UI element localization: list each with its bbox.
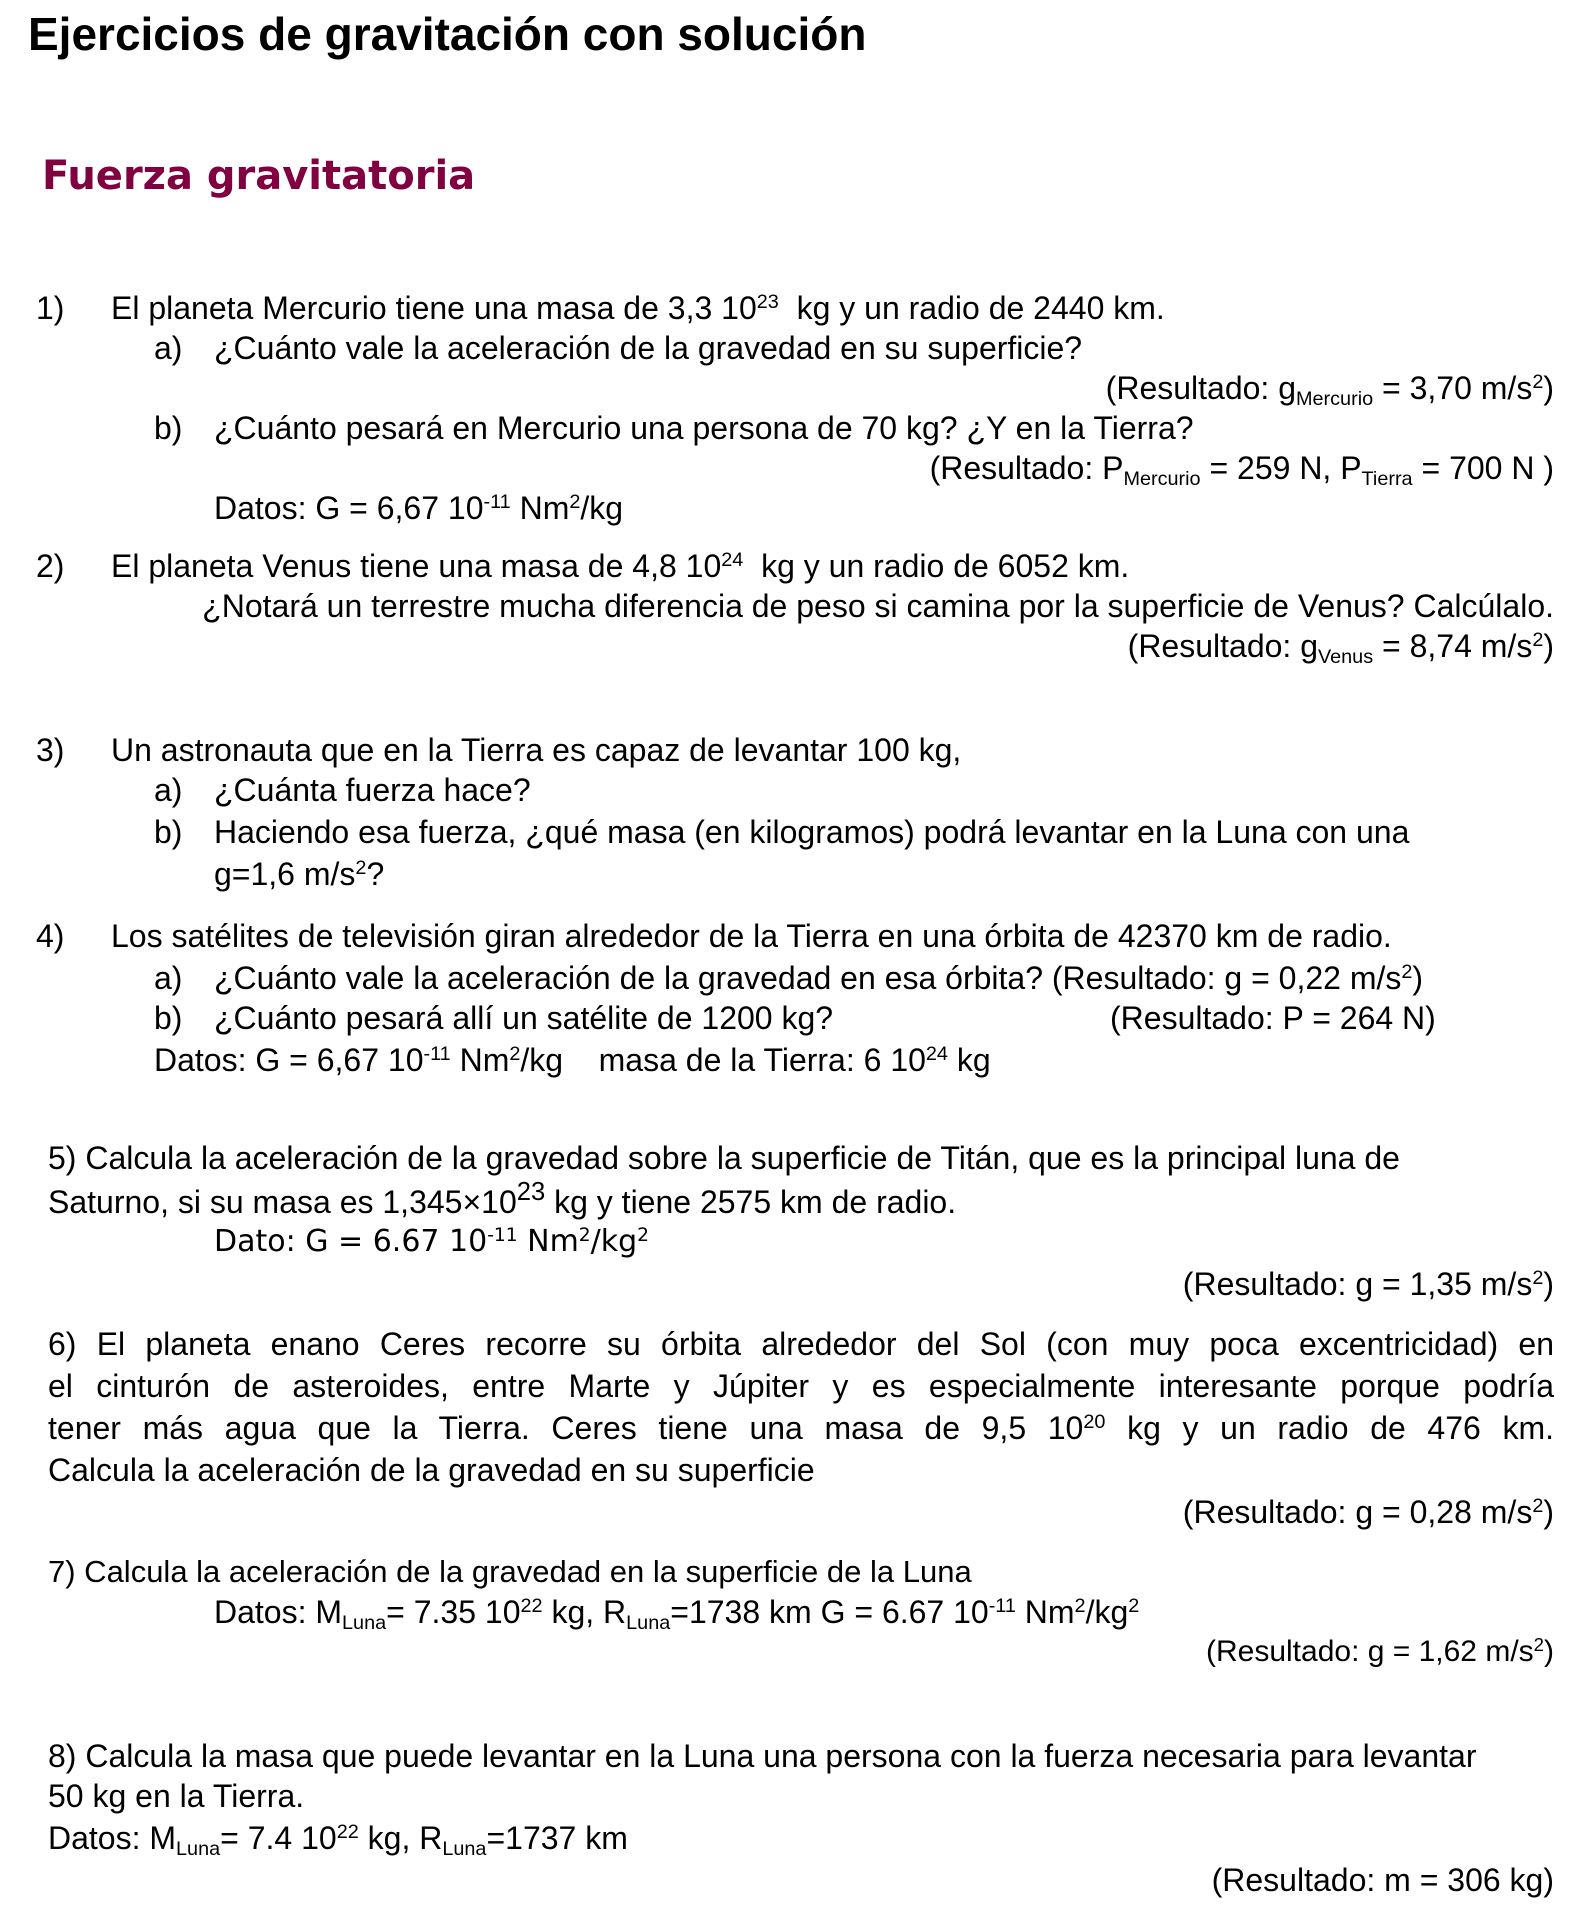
exercise-1b-result: (Resultado: $P_{Mercurio} = 259$ N, $P_{Tierra} = 700$ N ) <box>929 450 1554 490</box>
exercise-5-statement: 5) Calcula la aceleración de la gravedad sobre la superficie de Titán, que es la principal luna de <box>48 1140 1400 1176</box>
exercise-4b-result: (Resultado: P = 264 N) <box>1110 1000 1436 1036</box>
exercise-1a-result: (Resultado: $g_{Mercurio} = 3,70$ $m/s^2$) <box>1105 370 1554 410</box>
exercise-1b-question: b) ¿Cuánto pesará en Mercurio una persona de 70 kg? ¿Y en la Tierra? <box>154 410 1194 446</box>
exercise-1a-question: a) ¿Cuánto vale la aceleración de la gravedad en su superficie? <box>154 330 1083 366</box>
exercise-2-statement: 2) El planeta Venus tiene una masa de 4,8 $10^{24}$ kg y un radio de 6052 km. <box>36 548 1130 584</box>
section-heading: Fuerza gravitatoria <box>42 153 476 199</box>
exercise-4b-question: b) ¿Cuánto pesará allí un satélite de 1200 kg? <box>154 1000 834 1036</box>
exercise-4-statement: 4) Los satélites de televisión giran alrededor de la Tierra en una órbita de 42370 km de radio. <box>36 918 1392 954</box>
exercise-8-data: Datos: $M_{Luna}= 7.4$ $10^{22}$ kg, $R_{Luna}=1737$ km <box>48 1820 628 1860</box>
exercise-1-data: Datos: G = 6,67 $10^{-11}$ Nm$^2$/kg <box>214 490 624 526</box>
exercise-2-question: ¿Notará un terrestre mucha diferencia de peso si camina por la superficie de Venus? Calcúlalo. <box>202 588 1554 624</box>
exercise-6-statement-line2: el cinturón de asteroides, entre Marte y Júpiter y es especialmente interesante porque podría <box>48 1368 1554 1404</box>
page-title: Ejercicios de gravitación con solución <box>28 8 867 60</box>
exercise-7-data: Datos: $M_{Luna}= 7.35$ $10^{22}$ kg, $R_{Luna}=1738$ km G = 6.67 $10^{-11}$ $Nm^2/kg^2$ <box>214 1594 1140 1634</box>
exercise-7-result: (Resultado: g = 1,62 $m/s^2$) <box>1205 1633 1554 1668</box>
exercise-3-statement: 3) Un astronauta que en la Tierra es capaz de levantar 100 kg, <box>36 732 962 768</box>
exercise-7-statement: 7) Calcula la aceleración de la gravedad en la superficie de la Luna <box>48 1554 972 1589</box>
exercise-3b-question: b) Haciendo esa fuerza, ¿qué masa (en kilogramos) podrá levantar en la Luna con una <box>154 814 1410 850</box>
exercise-6-result: (Resultado: g = 0,28 $m/s^2$) <box>1182 1494 1554 1530</box>
exercise-4-data: Datos: G = 6,67 $10^{-11}$ Nm$^2$/kg masa de la Tierra: 6 $10^{24}$ kg <box>154 1042 991 1078</box>
exercise-2-result: (Resultado: $g_{Venus} = 8,74$ $m/s^2$) <box>1127 628 1554 668</box>
exercise-8-statement: 8) Calcula la masa que puede levantar en la Luna una persona con la fuerza necesaria para levantar <box>48 1738 1477 1774</box>
exercise-1-statement: 1) El planeta Mercurio tiene una masa de 3,3 $10^{23}$ kg y un radio de 2440 km. <box>36 290 1165 326</box>
exercise-6-statement: 6) El planeta enano Ceres recorre su órbita alrededor del Sol (con muy poca excentricidad) en <box>48 1326 1554 1362</box>
exercise-5-result: (Resultado: g = 1,35 $m/s^2$) <box>1182 1266 1554 1302</box>
exercise-5-data: Dato: G = 6.67 $10^{-11}$ $Nm^2/kg^2$ <box>214 1224 650 1259</box>
exercise-3b-question-cont: g=1,6 $m/s^2$? <box>214 856 385 892</box>
exercise-8-result: (Resultado: m = 306 kg) <box>1211 1862 1554 1898</box>
exercise-3a-question: a) ¿Cuánta fuerza hace? <box>154 772 531 808</box>
exercise-8-statement-cont: 50 kg en la Tierra. <box>48 1778 305 1814</box>
exercise-6-statement-line3: tener más agua que la Tierra. Ceres tiene una masa de 9,5 $10^{20}$ kg y un radio de 476 km. <box>48 1410 1555 1446</box>
exercise-5-statement-cont: Saturno, si su masa es $1,345\times 10^{23}$ kg y tiene 2575 km de radio. <box>48 1178 957 1220</box>
exercise-4a-question: a) ¿Cuánto vale la aceleración de la gravedad en esa órbita? (Resultado: g = 0,22 $m/s^2$) <box>154 960 1424 996</box>
exercise-6-statement-line4: Calcula la aceleración de la gravedad en su superficie <box>48 1452 815 1488</box>
